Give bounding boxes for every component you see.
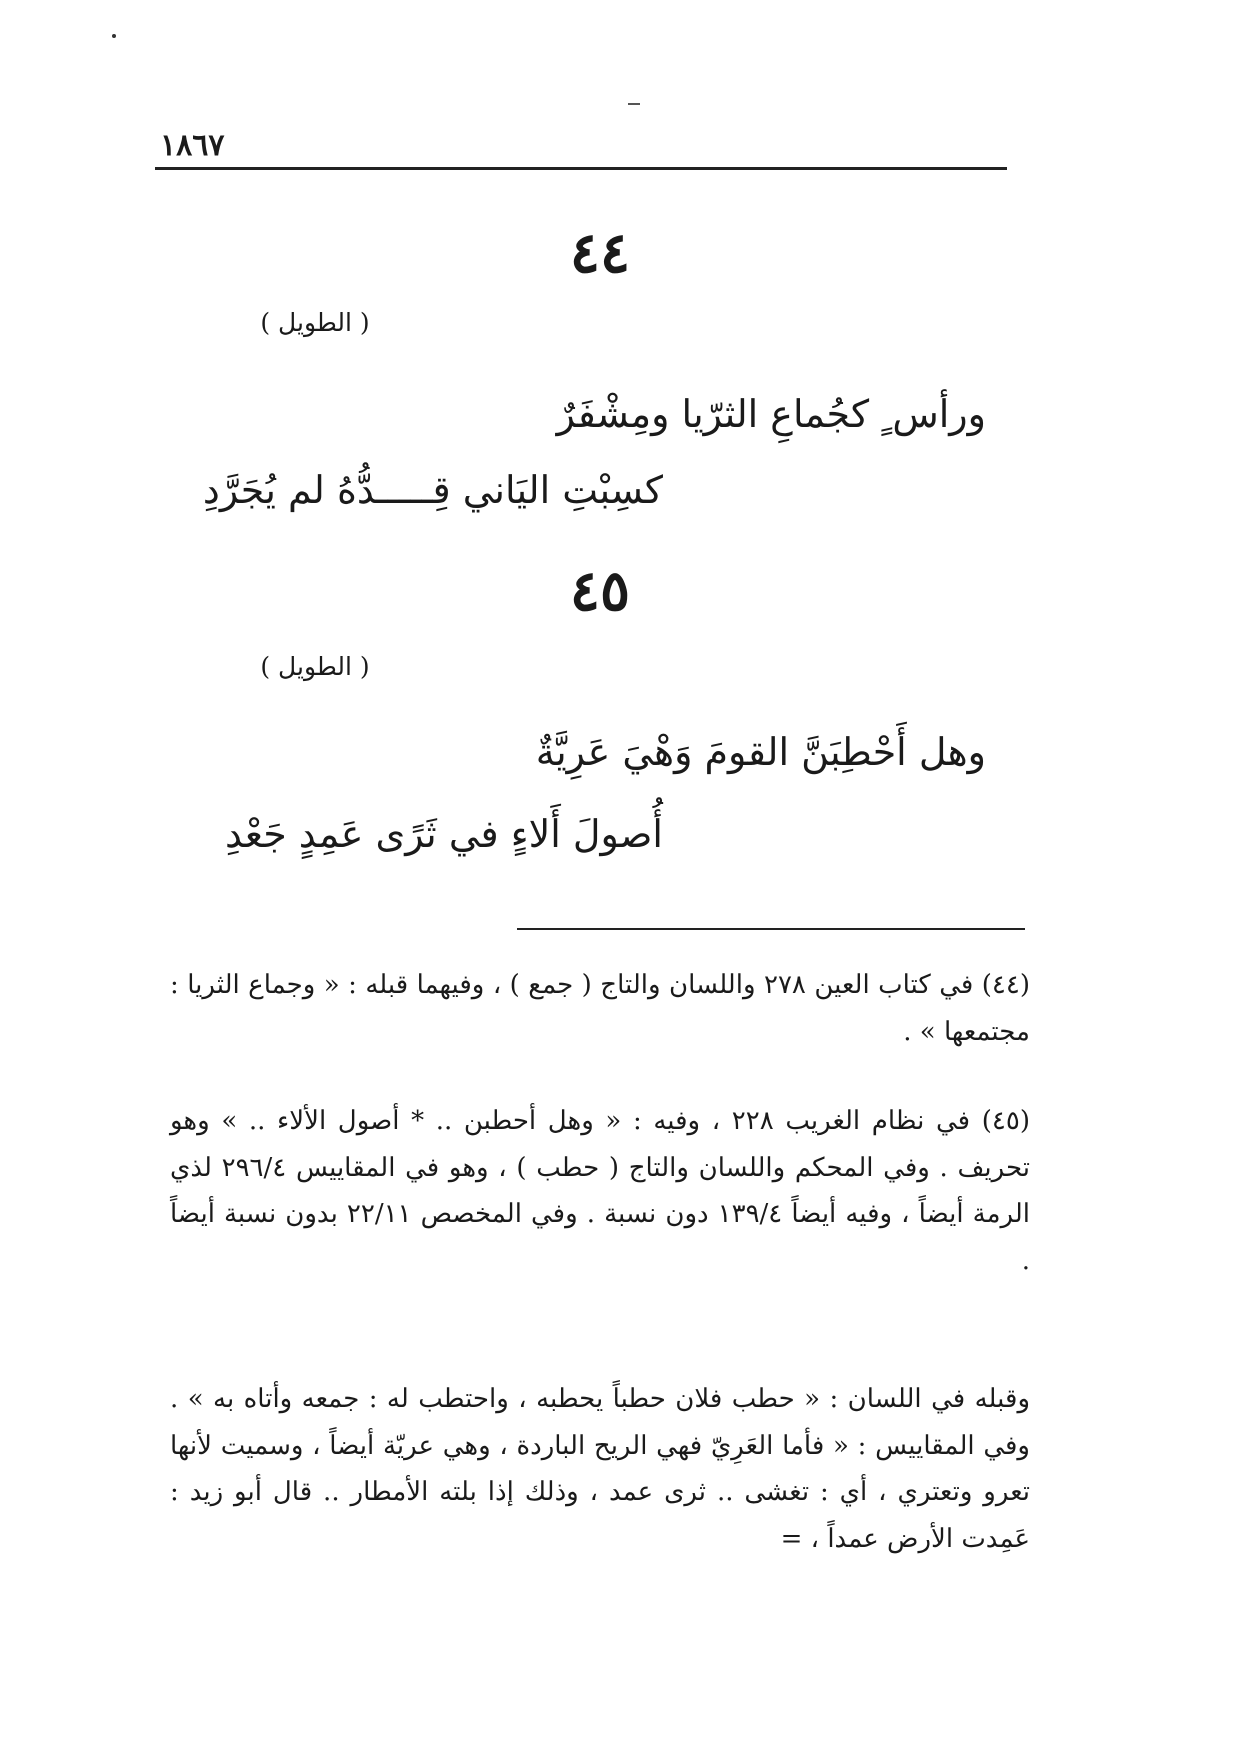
footnote xyxy=(170,1376,1030,1562)
scan-mark xyxy=(628,103,640,105)
poem-number: ٤٤ xyxy=(569,220,631,286)
meter-label: ( الطويل ) xyxy=(260,308,370,337)
meter-label: ( الطويل ) xyxy=(260,652,370,681)
header-rule xyxy=(155,167,1007,170)
footnote-separator xyxy=(517,928,1025,930)
footnote-text: (٤٤) في كتاب العين ٢٧٨ واللسان والتاج ( جمع ) ، وفيهما قبله : « وجماع الثريا : مجتمعها » . xyxy=(170,970,1031,1047)
footnote-text: وقبله في اللسان : « حطب فلان حطباً يحطبه ، واحتطب له : جمعه وأتاه به » . وفي المقاييس : « فأما العَرِيّ فهي الريح الباردة ، وهي عريّة أيضاً ، وسميت لأنها تعرو وتعتري ، أي : تغشى .. ثرى عمد ، وذلك إذا بلته الأمطار .. قال أبو زيد : عَمِدت الأرض عمداً ، = xyxy=(170,1384,1030,1554)
scan-speck xyxy=(112,34,116,38)
footnote xyxy=(170,1098,1030,1284)
verse-second-hemistich: أُصولَ أَلاءٍ في ثَرًى عَمِدٍ جَعْدِ xyxy=(224,812,663,856)
verse-first-hemistich: ورأس ٍ كجُماعِ الثرّيا ومِشْفَرٌ xyxy=(556,392,986,436)
footnote-text: (٤٥) في نظام الغريب ٢٢٨ ، وفيه : « وهل أحطبن .. * أصول الألاء .. » وهو تحريف . وفي المحكم واللسان والتاج ( حطب ) ، وهو في المقاييس ٢٩٦/٤ لذي الرمة أيضاً ، وفيه أيضاً ١٣٩/٤ دون نسبة . وفي المخصص ٢٢/١١ بدون نسبة أيضاً . xyxy=(170,1106,1031,1276)
poem-number: ٤٥ xyxy=(569,558,631,624)
verse-second-hemistich: كسِبْتِ اليَاني قِـــــدُّهُ لم يُجَرَّدِ xyxy=(202,468,663,512)
page-number: ١٨٦٧ xyxy=(160,128,225,163)
verse-first-hemistich: وهل أَحْطِبَنَّ القومَ وَهْيَ عَرِيَّةٌ xyxy=(535,730,986,774)
footnote xyxy=(170,962,1030,1055)
